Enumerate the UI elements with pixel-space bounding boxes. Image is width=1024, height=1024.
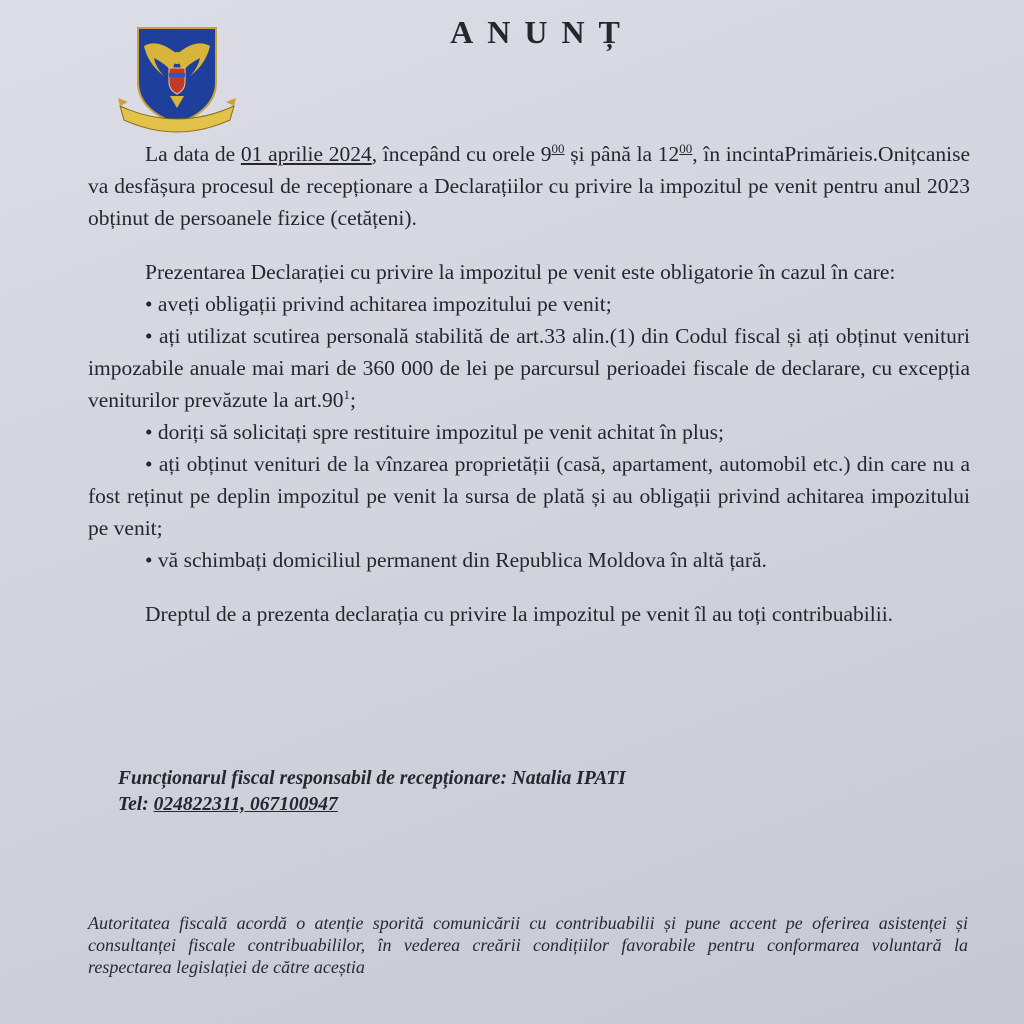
list-item: • vă schimbați domiciliul permanent din Republica Moldova în altă țară.	[145, 548, 767, 572]
list-item: • doriți să solicitați spre restituire impozitul pe venit achitat în plus;	[145, 420, 724, 444]
document-body	[88, 138, 970, 630]
phone-numbers: 024822311, 067100947	[153, 794, 338, 815]
right-paragraph: Dreptul de a prezenta declarația cu privire la impozitul pe venit îl au toți contribuabilii.	[145, 602, 894, 626]
list-item: • ați utilizat scutirea personală stabilită de art.33 alin.(1) din Codul fiscal și ați obținut venituri impozabile anuale mai mari de 360 000 de lei pe parcursul perioadei fiscale de declarare, cu excepția veniturilor prevăzute la $art.90^1$;	[88, 324, 970, 412]
officer-line: Funcționarul fiscal responsabil de recepționare: Natalia IPATI	[118, 768, 626, 789]
list-item: • ați obținut venituri de la vînzarea proprietății (casă, apartament, automobil etc.) din care nu a fost reținut pe deplin impozitul pe venit la sursa de plată și au obligații privind achitarea impozitului pe venit;	[88, 452, 971, 540]
officer-phone: Tel: 024822311, 067100947	[118, 794, 338, 815]
footer-note: Autoritatea fiscală acordă o atenție sporită comunicării cu contribuabilii și pune accent pe oferirea asistenței și consultanței fiscale contribuabililor, în vederea creării condițiilor favorabile pentru conformarea voluntară la respectarea legislației de către aceștia	[88, 913, 968, 977]
list-item: • aveți obligații privind achitarea impozitului pe venit;	[145, 292, 612, 316]
page-title: ANUNȚ	[450, 14, 634, 50]
responsible-officer	[118, 766, 626, 818]
obligation-intro: Prezentarea Declarației cu privire la impozitul pe venit este obligatorie în cazul în care:	[145, 260, 896, 284]
reception-date: 01 aprilie 2024	[240, 142, 372, 166]
intro-paragraph: La data de 01 aprilie 2024, începând cu orele $9^{00}$ și până la $12^{00}$, în incintaPrimărieis.Onițcanise va desfășura procesul de recepționare a Declarațiilor cu privire la impozitul pe venit pentru anul 2023 obținut de persoanele fizice (cetățeni).	[88, 140, 970, 230]
